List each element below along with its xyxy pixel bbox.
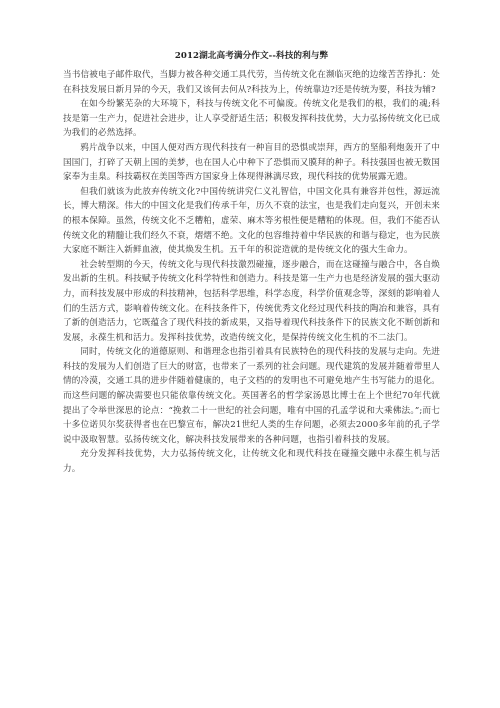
- paragraph: 在如今纷繁芜杂的大环境下，科技与传统文化不可偏废。传统文化是我们的根，我们的魂;科技是第一生产力，促进社会进步，让人享受舒适生活；积极发挥科技优势，大力弘扬传统文化已成为我们的必然选择。: [63, 99, 440, 139]
- document-body: [63, 68, 440, 477]
- paragraph: 充分发挥科技优势，大力弘扬传统文化，让传统文化和现代科技在碰撞交融中永葆生机与活力。: [63, 449, 440, 475]
- paragraph: 但我们就该为此放弃传统文化?中国传统讲究仁义礼智信，中国文化具有兼容并包性，源远流长，博大精深。伟大的中国文化是我们传承千年，历久不衰的法宝，也是我们走向复兴，开创未来的根本保障。虽然，传统文化不乏糟粕，虚荣、麻木等劣根性便是糟粕的体现。但，我们不能否认传统文化的精髓让我们经久不衰，熠熠不绝。文化的包容维持着中华民族的和谐与稳定，也为民族大家庭不断注入新鲜血液，使其焕发生机。五千年的积淀造就的是传统文化的强大生命力。: [63, 186, 440, 256]
- paragraph: 社会转型期的今天，传统文化与现代科技激烈碰撞，逐步融合，而在这碰撞与融合中，各自焕发出新的生机。科技赋予传统文化科学特性和创造力。科技是第一生产力也是经济发展的强大驱动力，而科技发展中形成的科技精神，包括科学思维，科学态度，科学价值观念等，深刻的影响着人们的生活方式，影响着传统文化。在科技条件下，传统优秀文化经过现代科技的陶冶和兼容，具有了新的创造活力，它既蕴含了现代科技的新成果，又指导着现代科技条件下的民族文化不断创新和发展，永葆生机和活力。发挥科技优势，改造传统文化，是保持传统文化生机的不二法门。: [63, 259, 440, 343]
- paragraph: 同时，传统文化的道德原则、和谐理念也指引着具有民族特色的现代科技的发展与走向。先进科技的发展为人们创造了巨大的财富，也带来了一系列的社会问题。现代建筑的发展并随着带里人情的冷漠，交通工具的进步伴随着健康的，电子文档的的发明也不可避免地产生书写能力的退化。而这些问题的解决需要也只能依靠传统文化。英国著名的哲学家汤恩比博士在上个世纪70年代就提出了令举世深思的论点：“挽救二十一世纪的社会问题，唯有中国的孔孟学说和大乘佛法。”;而七十多位诺贝尔奖获得者也在巴黎宣布，解决21世纪人类的生存问题，必须去2000多年前的孔子学说中汲取智慧。弘扬传统文化，解决科技发展带来的各种问题，也指引着科技的发展。: [63, 347, 440, 445]
- paragraph: 当书信被电子邮件取代，当脚力被各种交通工具代劳，当传统文化在濒临灭绝的边缘苦苦挣扎：处在科技发展日新月异的今天，我们又该何去何从?科技为上，传统靠边?还是传统为要，科技为辅?: [63, 70, 440, 95]
- document-title: 2012湖北高考满分作文--科技的利与弊: [174, 51, 329, 61]
- paragraph: 鸦片战争以来，中国人便对西方现代科技有一种盲目的恐惧或崇拜，西方的坚船利炮轰开了中国国门，打碎了天朝上国的美梦，也在国人心中种下了恐惧而又膜拜的种子。科技强国也被无数国家奉为圭臬。科技霸权在美国等西方国家身上体现得淋漓尽致，现代科技的优势展露无遗。: [63, 142, 440, 183]
